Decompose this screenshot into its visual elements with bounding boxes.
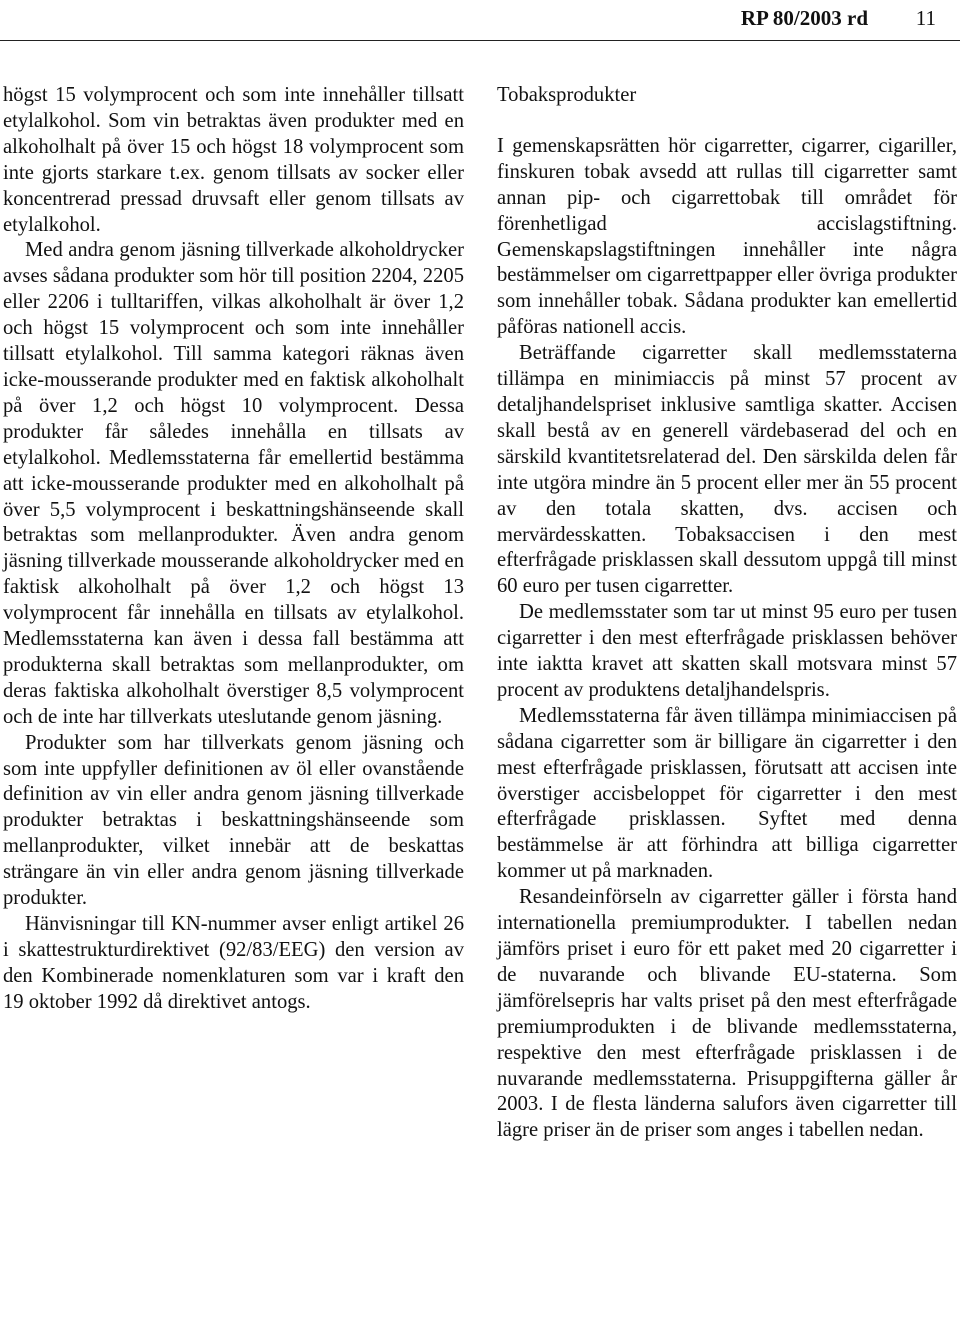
right-paragraph: Medlemsstaterna får även tillämpa minimiaccisen på sådana cigarretter som är billigare än cigarretter i den mest efterfrågade prisklassen, förutsatt att accisen inte överstiger accisbeloppet för cigarretter i den mest efterfrågade prisklassen. Syftet med denna bestämmelse är att förhindra att billiga cigarretter kommer ut på marknaden. [497, 704, 957, 883]
page-header [0, 0, 960, 40]
left-column [3, 83, 464, 1016]
right-paragraph: De medlemsstater som tar ut minst 95 euro per tusen cigarretter i den mest efterfrågade prisklassen behöver inte iaktta kravet att skatten skall motsvara minst 57 procent av produktens detaljhandelspris. [497, 601, 957, 701]
header-rule [0, 40, 960, 41]
left-paragraph: högst 15 volymprocent och som inte innehåller tillsatt etylalkohol. Som vin betraktas även produkter med en alkoholhalt på över 15 och högst 18 volymprocent som inte gjorts starkare t.ex. genom tillsats av socker eller koncentrerad pressad druvsaft eller genom tillsats av etylalkohol. [3, 84, 464, 236]
right-paragraph: I gemenskapsrätten hör cigarretter, cigarrer, cigariller, finskuren tobak avsedd att rullas till cigarretter samt annan pip- och cigarrettobak till området för förenhetligad accislagstiftning. Gemenskapslagstiftningen innehåller inte några bestämmelser om cigarrettpapper eller övriga produkter som innehåller tobak. Sådana produkter kan emellertid påföras nationell accis. [497, 134, 957, 339]
page-number: 11 [915, 6, 936, 30]
document-reference: RP 80/2003 rd [740, 6, 868, 30]
left-paragraph: Hänvisningar till KN-nummer avser enligt artikel 26 i skattestrukturdirektivet (92/83/EEG) den version av den Kombinerade nomenklaturen som var i kraft den 19 oktober 1992 då direktivet antogs. [3, 913, 464, 1013]
right-column [497, 83, 957, 1144]
left-paragraph: Med andra genom jäsning tillverkade alkoholdrycker avses sådana produkter som hör till position 2204, 2205 eller 2206 i tulltariffen, vilkas alkoholhalt är över 1,2 och högst 15 volymprocent och som inte innehåller tillsatt etylalkohol. Till samma kategori räknas även icke-mousserande produkter med en faktisk alkoholhalt på över 1,2 och högst 10 volymprocent. Dessa produkter får således innehålla en tillsats av etylalkohol. Medlemsstaterna får emellertid bestämma att icke-mousserande produkter med en alkoholhalt på över 5,5 volymprocent i beskattningshänseende skall betraktas som mellanprodukter. Även andra genom jäsning tillverkade mousserande alkoholdrycker med en faktisk alkoholhalt på över 1,2 och högst 13 volymprocent får innehålla en tillsats av etylalkohol. Medlemsstaterna kan även i dessa fall bestämma att produkterna skall betraktas som mellanprodukter, om deras faktiska alkoholhalt överstiger 8,5 volymprocent och de inte har tillverkats uteslutande genom jäsning. [3, 239, 464, 728]
left-paragraph: Produkter som har tillverkats genom jäsning och som inte uppfyller definitionen av öl eller ovanstående definition av vin eller andra genom jäsning tillverkade produkter betraktas i beskattningshänseende som mellanprodukter, vilket innebär att de beskattas strängare än vin eller andra genom jäsning tillverkade produkter. [3, 731, 464, 910]
right-paragraph: Resandeinförseln av cigarretter gäller i första hand internationella premiumprodukter. I tabellen nedan jämförs priset i euro för ett paket med 20 cigarretter i de nuvarande och blivande EU-staterna. Som jämförelsepris har valts priset på den mest efterfrågade premiumprodukten i de blivande medlemsstaterna, respektive den mest efterfrågade prisklassen i de nuvarande medlemsstaterna. Prisuppgifterna gäller år 2003. I de flesta länderna salufors även cigarretter till lägre priser än de priser som anges i tabellen nedan. [497, 886, 957, 1142]
section-heading: Tobaksprodukter [497, 84, 637, 106]
right-paragraph: Beträffande cigarretter skall medlemsstaterna tillämpa en minimiaccis på minst 57 procent av detaljhandelspriset inklusive samtliga skatter. Accisen skall bestå av en generell värdebaserad del och en särskild kvantitetsrelaterad del. Den särskilda delen får inte utgöra mindre än 5 procent eller mer än 55 procent av den totala skatten, dvs. accisen och mervärdesskatten. Tobaksaccisen i den mest efterfrågade prisklassen skall dessutom uppgå till minst 60 euro per tusen cigarretter. [497, 342, 957, 598]
